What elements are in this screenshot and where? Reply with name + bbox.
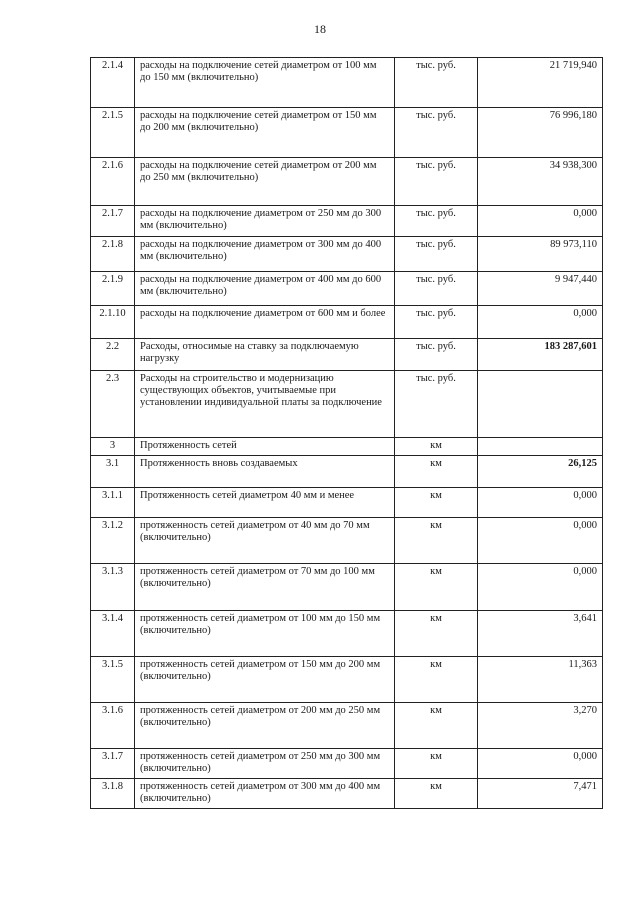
table-row: [91, 58, 603, 108]
row-unit: тыс. руб.: [395, 371, 478, 438]
data-table: [90, 57, 603, 809]
row-value: 7,471: [478, 779, 603, 809]
row-number: 3.1.1: [91, 488, 135, 518]
row-value: 0,000: [478, 488, 603, 518]
row-number: 3: [91, 438, 135, 456]
table-row: [91, 206, 603, 237]
row-number: 3.1.2: [91, 518, 135, 564]
row-number: 2.1.7: [91, 206, 135, 237]
row-description: Расходы, относимые на ставку за подключаемую нагрузку: [135, 339, 395, 371]
row-unit: км: [395, 438, 478, 456]
row-description: Расходы на строительство и модернизацию существующих объектов, учитываемые при установлении индивидуальной платы за подключение: [135, 371, 395, 438]
table-body: [91, 58, 603, 809]
row-value: 89 973,110: [478, 237, 603, 272]
row-value: 0,000: [478, 518, 603, 564]
row-number: 2.1.4: [91, 58, 135, 108]
row-number: 3.1.3: [91, 564, 135, 611]
table-row: [91, 371, 603, 438]
row-value: 0,000: [478, 564, 603, 611]
row-description: протяженность сетей диаметром от 200 мм до 250 мм (включительно): [135, 703, 395, 749]
row-number: 3.1.8: [91, 779, 135, 809]
row-number: 2.1.9: [91, 272, 135, 306]
row-value: 21 719,940: [478, 58, 603, 108]
row-value: 9 947,440: [478, 272, 603, 306]
table-row: [91, 272, 603, 306]
row-number: 2.1.10: [91, 306, 135, 339]
row-description: протяженность сетей диаметром от 100 мм до 150 мм (включительно): [135, 611, 395, 657]
row-unit: км: [395, 456, 478, 488]
row-value: 76 996,180: [478, 108, 603, 158]
row-description: протяженность сетей диаметром от 70 мм до 100 мм (включительно): [135, 564, 395, 611]
row-description: расходы на подключение диаметром от 400 мм до 600 мм (включительно): [135, 272, 395, 306]
row-description: расходы на подключение диаметром от 600 мм и более: [135, 306, 395, 339]
table-row: [91, 488, 603, 518]
table-row: [91, 438, 603, 456]
row-number: 3.1.5: [91, 657, 135, 703]
table-row: [91, 703, 603, 749]
row-description: Протяженность сетей диаметром 40 мм и менее: [135, 488, 395, 518]
row-unit: км: [395, 611, 478, 657]
row-value: 3,270: [478, 703, 603, 749]
row-unit: тыс. руб.: [395, 158, 478, 206]
row-description: расходы на подключение диаметром от 300 мм до 400 мм (включительно): [135, 237, 395, 272]
table-row: [91, 339, 603, 371]
table-row: [91, 749, 603, 779]
row-unit: тыс. руб.: [395, 306, 478, 339]
row-value: 0,000: [478, 206, 603, 237]
row-value: 26,125: [478, 456, 603, 488]
row-number: 2.1.6: [91, 158, 135, 206]
row-unit: тыс. руб.: [395, 339, 478, 371]
table-row: [91, 779, 603, 809]
table-row: [91, 108, 603, 158]
row-description: протяженность сетей диаметром от 250 мм до 300 мм (включительно): [135, 749, 395, 779]
row-description: расходы на подключение сетей диаметром от 100 мм до 150 мм (включительно): [135, 58, 395, 108]
row-unit: км: [395, 749, 478, 779]
table-row: [91, 657, 603, 703]
row-number: 2.1.5: [91, 108, 135, 158]
row-unit: км: [395, 564, 478, 611]
row-unit: км: [395, 657, 478, 703]
row-number: 2.1.8: [91, 237, 135, 272]
table-row: [91, 237, 603, 272]
row-description: расходы на подключение диаметром от 250 мм до 300 мм (включительно): [135, 206, 395, 237]
row-unit: км: [395, 703, 478, 749]
row-number: 2.2: [91, 339, 135, 371]
row-unit: тыс. руб.: [395, 58, 478, 108]
row-unit: км: [395, 779, 478, 809]
row-value: 0,000: [478, 306, 603, 339]
row-unit: тыс. руб.: [395, 108, 478, 158]
row-description: протяженность сетей диаметром от 150 мм до 200 мм (включительно): [135, 657, 395, 703]
table-row: [91, 564, 603, 611]
row-number: 3.1: [91, 456, 135, 488]
row-value: 3,641: [478, 611, 603, 657]
row-description: протяженность сетей диаметром от 40 мм до 70 мм (включительно): [135, 518, 395, 564]
page-number: 18: [314, 22, 326, 36]
table-row: [91, 158, 603, 206]
table-row: [91, 306, 603, 339]
row-number: 3.1.6: [91, 703, 135, 749]
row-value: [478, 371, 603, 438]
row-unit: км: [395, 488, 478, 518]
row-description: Протяженность вновь создаваемых: [135, 456, 395, 488]
row-value: 183 287,601: [478, 339, 603, 371]
row-unit: км: [395, 518, 478, 564]
row-number: 2.3: [91, 371, 135, 438]
row-value: 34 938,300: [478, 158, 603, 206]
row-unit: тыс. руб.: [395, 237, 478, 272]
row-description: Протяженность сетей: [135, 438, 395, 456]
row-description: расходы на подключение сетей диаметром от 200 мм до 250 мм (включительно): [135, 158, 395, 206]
row-description: расходы на подключение сетей диаметром от 150 мм до 200 мм (включительно): [135, 108, 395, 158]
row-value: 0,000: [478, 749, 603, 779]
row-unit: тыс. руб.: [395, 272, 478, 306]
row-value: 11,363: [478, 657, 603, 703]
row-description: протяженность сетей диаметром от 300 мм до 400 мм (включительно): [135, 779, 395, 809]
row-unit: тыс. руб.: [395, 206, 478, 237]
table-row: [91, 456, 603, 488]
table-row: [91, 518, 603, 564]
row-value: [478, 438, 603, 456]
row-number: 3.1.7: [91, 749, 135, 779]
table-row: [91, 611, 603, 657]
row-number: 3.1.4: [91, 611, 135, 657]
